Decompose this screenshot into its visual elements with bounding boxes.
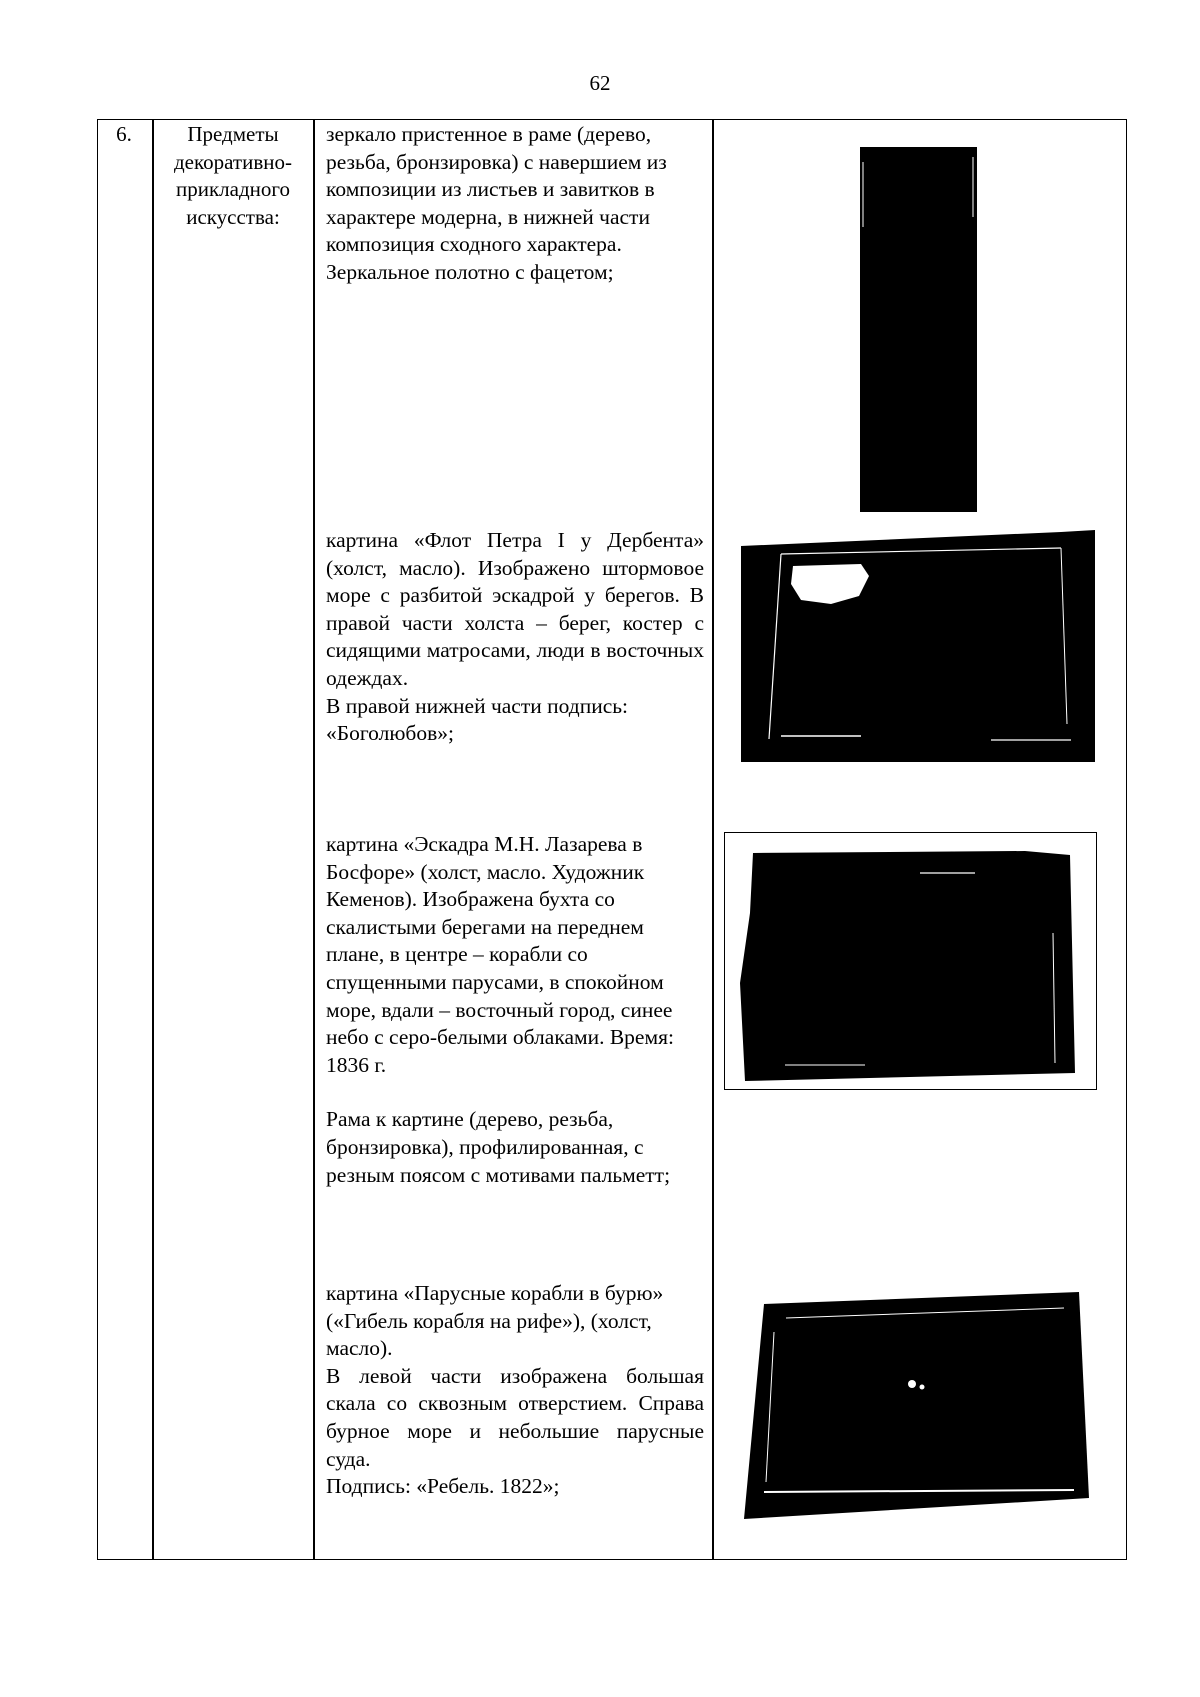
column-divider [313,119,315,1560]
photo-painting-lazarev-detail [725,833,1095,1088]
item-paragraph: картина «Парусные корабли в бурю» («Гибель корабля на рифе»), (холст, масло). [326,1281,664,1361]
photo-mirror-detail [860,147,977,512]
item-description-mirror [326,121,704,287]
photo-painting-icon [741,524,1095,762]
item-paragraph: зеркало пристенное в раме (дерево, резьба, бронзировка) с навершием из композиции из листьев и завитков в характере модерна, в нижней части композиция сходного характера. Зеркальное полотно с фацетом; [326,122,667,284]
item-paragraph: В левой части изображена большая скала со сквозным отверстием. Справа бурное море и небольшие парусные суда. [326,1363,704,1471]
item-paragraph: Рама к картине (дерево, резьба, бронзировка), профилированная, с резным поясом с мотивами пальметт; [326,1107,671,1187]
row-category: Предметы декоративно-прикладного искусства: [174,122,292,229]
item-description-storm [326,1280,704,1501]
item-paragraph: В правой нижней части подпись: «Боголюбов»; [326,693,629,746]
column-divider [712,119,714,1560]
photo-painting-icon [724,832,1097,1090]
item-paragraph: картина «Флот Петра I у Дербента» (холст, масло). Изображено штормовое море с разбитой эскадрой у берегов. В правой части холста – берег, костер с сидящими матросами, люди в восточных одеждах. [326,528,704,690]
item-description-lazarev [326,831,704,1189]
photo-mirror-icon [860,147,977,512]
page-number: 62 [589,71,611,95]
column-divider [152,119,154,1560]
row-number: 6. [116,122,132,146]
photo-painting-storm-detail [744,1292,1099,1519]
item-description-derbent [326,527,704,748]
photo-painting-icon [744,1292,1099,1519]
item-paragraph: Подпись: «Ребель. 1822»; [326,1474,560,1499]
item-paragraph: картина «Эскадра М.Н. Лазарева в Босфоре» (холст, масло. Художник Кеменов). Изображена бухта со скалистыми берегами на переднем плане, в центре – корабли со спущенными парусами, в спокойном море, вдали – восточный город, синее небо с серо-белыми облаками. Время: 1836 г. [326,832,674,1077]
photo-painting-derbent-detail [741,524,1095,762]
